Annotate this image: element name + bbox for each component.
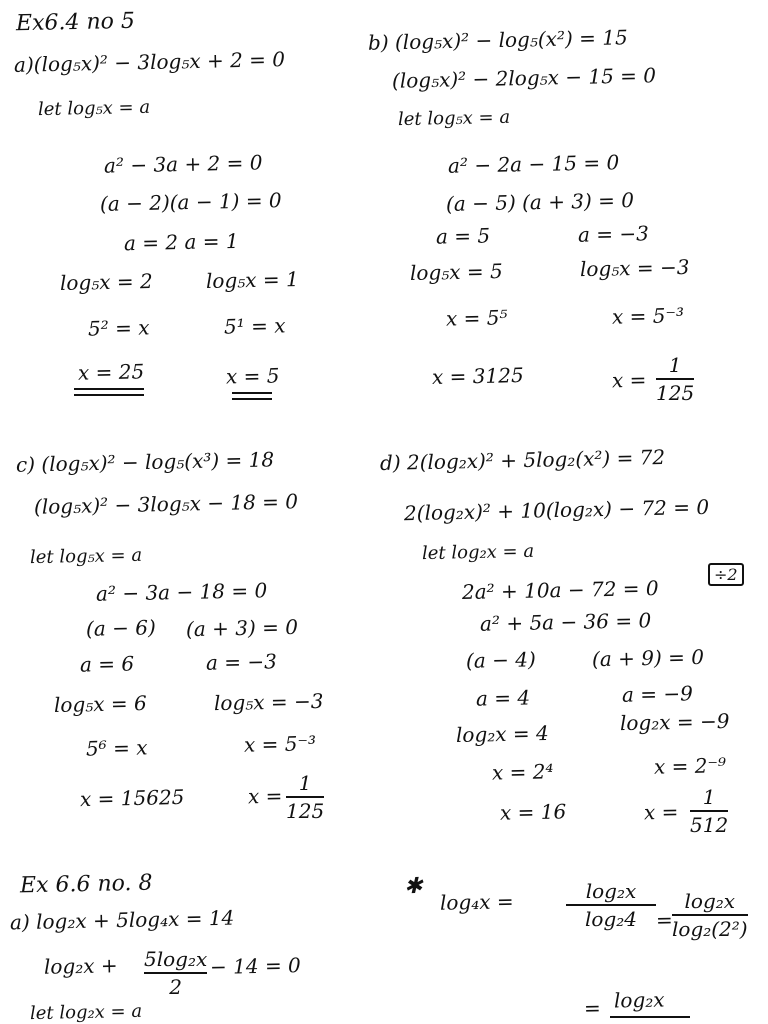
note-fraction-2 <box>672 890 748 940</box>
part-d-expanded: 2(log₂x)² + 10(log₂x) − 72 = 0 <box>403 494 710 526</box>
part-d-power-right: x = 2⁻⁹ <box>653 753 727 779</box>
part-b-quadratic: a² − 2a − 15 = 0 <box>447 150 620 178</box>
part-c-power-right: x = 5⁻³ <box>243 731 317 757</box>
part-d-log-left: log₂x = 4 <box>455 721 549 747</box>
exercise-66-title: Ex 6.6 no. 8 <box>19 870 153 899</box>
part-c-factor-right: (a + 3) = 0 <box>185 614 299 642</box>
part-b-power-right: x = 5⁻³ <box>611 303 685 329</box>
part-d-factor-left: (a − 4) <box>465 647 536 673</box>
part-d-root-right: a = −9 <box>621 681 694 707</box>
part-d-answer-right-prefix: x = <box>643 799 679 825</box>
part-c-log-left: log₅x = 6 <box>53 691 147 717</box>
part-c-answer-right-prefix: x = <box>247 783 283 809</box>
part-d-quadratic-reduced: a² + 5a − 36 = 0 <box>479 608 652 636</box>
note-fraction-3-numerator: log₂x <box>613 987 665 1013</box>
part-a-power-right: 5¹ = x <box>223 313 286 339</box>
fraction-numerator: 1 <box>702 785 716 809</box>
ex66-part-a-equation: a) log₂x + 5log₄x = 14 <box>9 905 235 935</box>
note-lhs: log₄x = <box>439 889 514 915</box>
part-c-answer-fraction <box>286 772 324 822</box>
part-c-root-right: a = −3 <box>205 649 278 675</box>
part-b-root-left: a = 5 <box>435 223 491 249</box>
fraction-denominator: log₂4 <box>585 907 637 931</box>
part-a-answer-right: x = 5 <box>225 363 280 389</box>
part-c-expanded: (log₅x)² − 3log₅x − 18 = 0 <box>33 489 299 519</box>
fraction-numerator: log₂x <box>684 889 736 913</box>
part-b-answer-right-prefix: x = <box>611 367 647 393</box>
ex66-step-fraction <box>144 948 207 998</box>
ex66-step-suffix: − 14 = 0 <box>209 953 302 979</box>
double-underline <box>232 392 272 400</box>
part-d-power-left: x = 2⁴ <box>491 759 554 785</box>
part-b-let: let log₅x = a <box>397 106 511 131</box>
part-a-power-left: 5² = x <box>87 315 150 341</box>
fraction-bar <box>144 972 207 974</box>
fraction-denominator: 125 <box>656 381 695 405</box>
fraction-denominator: 512 <box>690 813 729 837</box>
fraction-numerator: log₂x <box>585 879 637 903</box>
part-d-let: let log₂x = a <box>421 540 535 565</box>
part-d-answer-fraction <box>690 786 728 836</box>
part-c-power-left: 5⁶ = x <box>85 735 148 761</box>
fraction-bar <box>656 378 694 380</box>
part-d-answer-left: x = 16 <box>499 799 567 825</box>
exercise-title: Ex6.4 no 5 <box>15 8 136 37</box>
part-c-let: let log₅x = a <box>29 544 143 569</box>
part-b-log-left: log₅x = 5 <box>409 259 503 285</box>
part-c-root-left: a = 6 <box>79 651 135 677</box>
part-b-root-right: a = −3 <box>577 221 650 247</box>
ex66-step-prefix: log₂x + <box>43 953 118 979</box>
fraction-numerator: 1 <box>298 771 312 795</box>
note-equals: = <box>655 907 674 933</box>
part-a-answer-left: x = 25 <box>77 359 145 385</box>
fraction-bar <box>610 1016 690 1018</box>
note-equals-2: = <box>583 995 602 1021</box>
part-a-equation: a)(log₅x)² − 3log₅x + 2 = 0 <box>13 47 286 77</box>
fraction-bar <box>286 796 324 798</box>
part-c-equation: c) (log₅x)² − log₅(x³) = 18 <box>15 447 275 477</box>
star-icon: ✱ <box>403 873 423 900</box>
part-b-expanded: (log₅x)² − 2log₅x − 15 = 0 <box>391 63 657 93</box>
part-a-roots: a = 2 a = 1 <box>123 228 239 256</box>
double-underline <box>74 388 144 396</box>
part-b-log-right: log₅x = −3 <box>579 254 690 282</box>
part-d-quadratic: 2a² + 10a − 72 = 0 <box>461 575 659 605</box>
part-b-equation: b) (log₅x)² − log₅(x²) = 15 <box>367 25 628 55</box>
part-b-answer-left: x = 3125 <box>431 363 524 389</box>
fraction-bar <box>672 914 748 916</box>
ex66-let: let log₂x = a <box>29 1000 143 1024</box>
part-c-log-right: log₅x = −3 <box>213 688 324 716</box>
part-a-log-right: log₅x = 1 <box>205 267 299 293</box>
fraction-denominator: log₂(2²) <box>672 917 748 941</box>
part-d-log-right: log₂x = −9 <box>619 708 730 736</box>
part-c-factor-left: (a − 6) <box>85 615 156 641</box>
fraction-bar <box>566 904 656 906</box>
part-a-quadratic: a² − 3a + 2 = 0 <box>103 150 263 178</box>
fraction-denominator: 2 <box>169 975 182 999</box>
part-d-root-left: a = 4 <box>475 685 531 711</box>
fraction-numerator: 1 <box>668 353 682 377</box>
part-c-answer-left: x = 15625 <box>79 784 185 812</box>
part-b-answer-fraction <box>656 354 694 404</box>
part-a-log-left: log₅x = 2 <box>59 269 153 295</box>
fraction-numerator: 5log₂x <box>144 947 208 971</box>
part-a-factored: (a − 2)(a − 1) = 0 <box>99 188 282 216</box>
part-d-equation: d) 2(log₂x)² + 5log₂(x²) = 72 <box>379 445 666 475</box>
part-b-factored: (a − 5) (a + 3) = 0 <box>445 188 635 216</box>
note-fraction-1 <box>566 880 656 930</box>
divide-by-two-note: ÷2 <box>708 563 744 586</box>
fraction-denominator: 125 <box>286 799 325 823</box>
part-b-power-left: x = 5⁵ <box>445 305 508 331</box>
part-a-let: let log₅x = a <box>37 96 151 121</box>
part-c-quadratic: a² − 3a − 18 = 0 <box>95 578 268 606</box>
fraction-bar <box>690 810 728 812</box>
part-d-factor-right: (a + 9) = 0 <box>591 644 705 672</box>
